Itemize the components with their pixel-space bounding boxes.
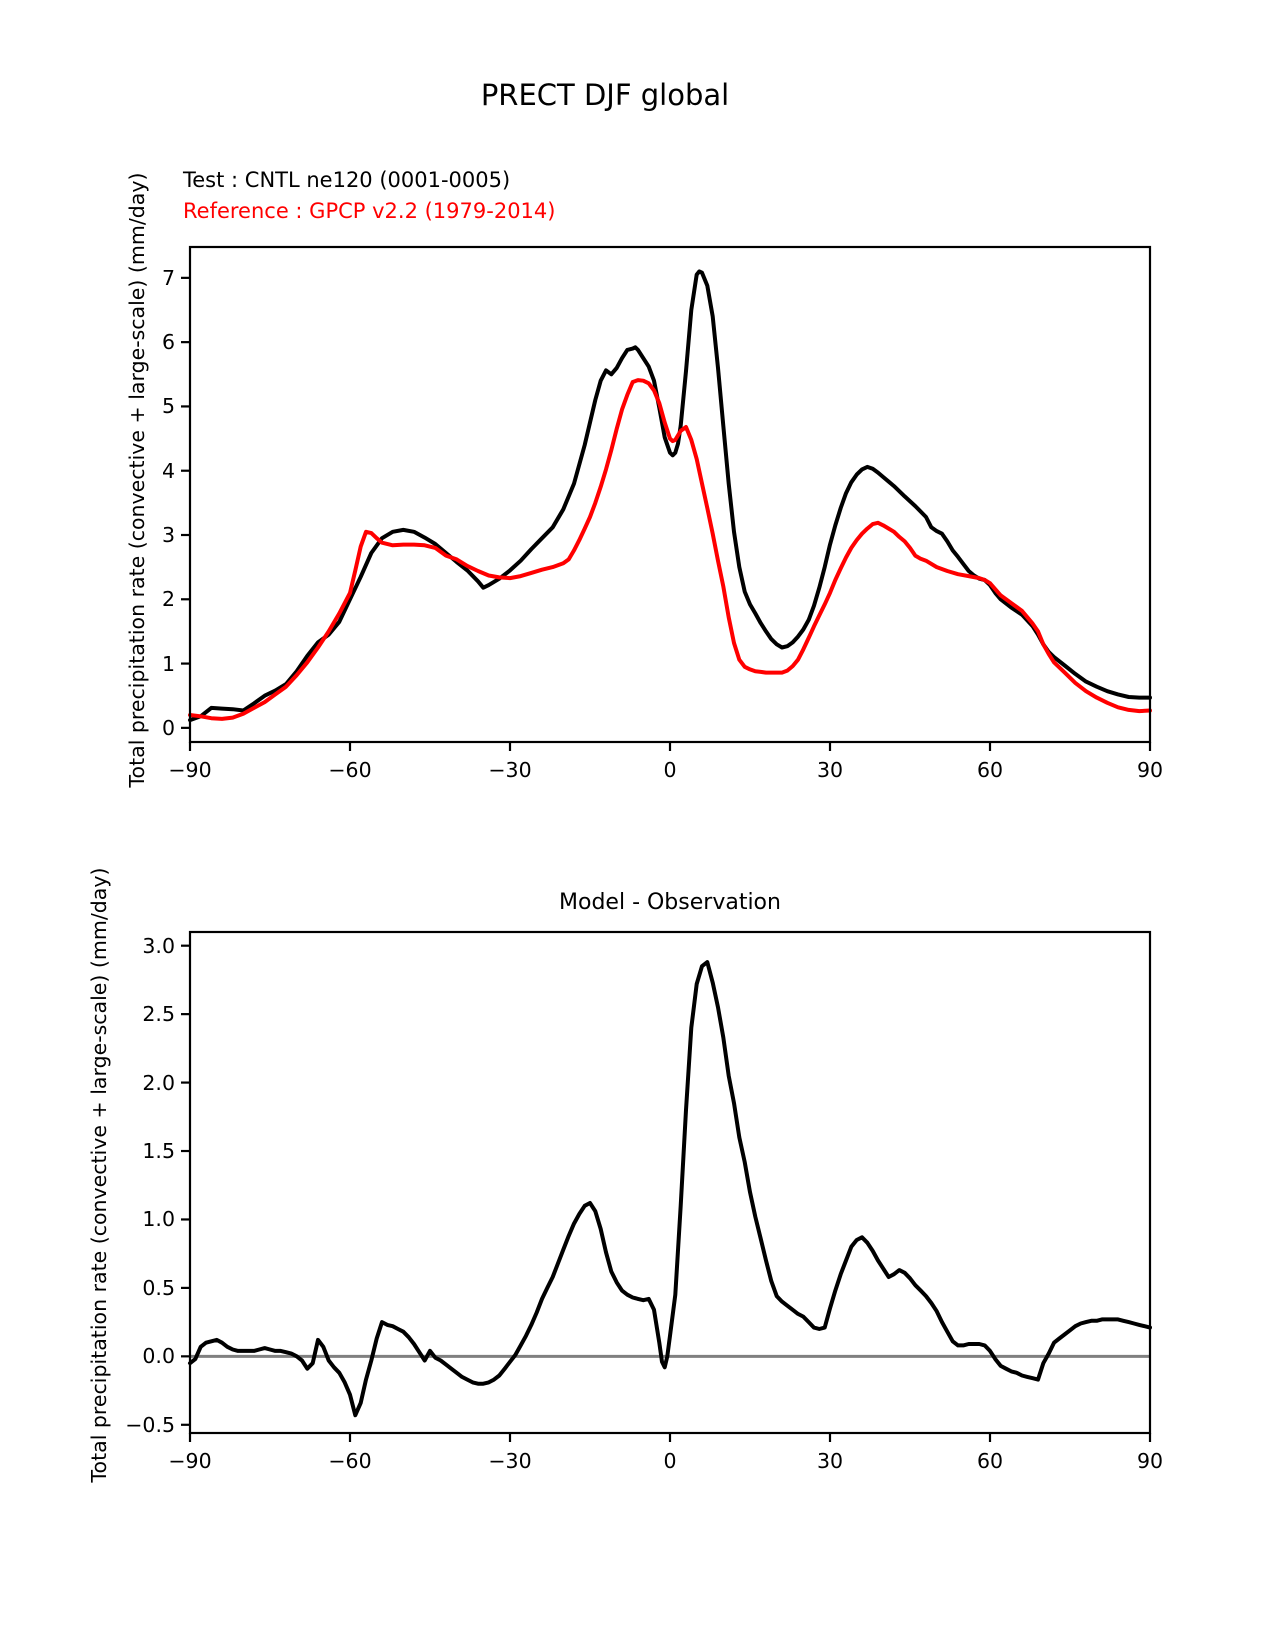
chart-1-x-tick-label: 30 <box>816 1449 844 1473</box>
chart-1-y-tick-label: 2.5 <box>142 1002 175 1027</box>
chart-0-x-tick-label: 30 <box>816 758 844 782</box>
chart-1-y-tick-label: 0.5 <box>142 1275 175 1300</box>
chart-1-y-tick-label: 1.0 <box>142 1207 175 1232</box>
chart-0-y-tick-label: 1 <box>161 651 175 676</box>
chart-1-y-tick-label: 0.0 <box>142 1344 175 1369</box>
chart-0-y-tick-label: 4 <box>161 458 175 483</box>
chart-1-x-tick-label: −60 <box>328 1449 372 1473</box>
chart-0-axes-box <box>190 247 1150 742</box>
bottom-chart-y-axis-label: Total precipitation rate (convective + large-scale) (mm/day) <box>87 867 111 1483</box>
chart-0-y-tick-label: 0 <box>161 715 175 740</box>
chart-0-x-tick-label: −60 <box>328 758 372 782</box>
chart-0-x-tick-label: −30 <box>488 758 532 782</box>
chart-1-x-tick-label: 90 <box>1136 1449 1164 1473</box>
chart-0-x-tick-label: 60 <box>976 758 1004 782</box>
chart-0-y-tick-label: 2 <box>161 587 175 612</box>
chart-0-y-tick-label: 5 <box>161 394 175 419</box>
chart-0-series-1-line <box>190 380 1150 719</box>
chart-1-y-tick-label: 3.0 <box>142 933 175 958</box>
chart-1-x-tick-label: 0 <box>663 1449 677 1473</box>
page-title: PRECT DJF global <box>480 78 730 112</box>
legend-reference-label: Reference : GPCP v2.2 (1979-2014) <box>183 199 556 223</box>
chart-1-series-0-line <box>190 962 1150 1415</box>
chart-1-y-tick-label: −0.5 <box>125 1412 175 1437</box>
chart-0-x-tick-label: 0 <box>663 758 677 782</box>
chart-1-axes-box <box>190 932 1150 1433</box>
chart-0-x-tick-label: 90 <box>1136 758 1164 782</box>
chart-1-y-tick-label: 2.0 <box>142 1070 175 1095</box>
chart-1-x-tick-label: −90 <box>168 1449 212 1473</box>
legend-test-label: Test : CNTL ne120 (0001-0005) <box>183 168 511 192</box>
top-chart-y-axis-label: Total precipitation rate (convective + large-scale) (mm/day) <box>125 172 149 788</box>
chart-1-y-tick-label: 1.5 <box>142 1139 175 1164</box>
chart-1-x-tick-label: 60 <box>976 1449 1004 1473</box>
chart-0-y-tick-label: 6 <box>161 330 175 355</box>
chart-0-y-tick-label: 7 <box>161 265 175 290</box>
chart-0-series-0-line <box>190 271 1150 720</box>
bottom-chart-title: Model - Observation <box>559 890 781 915</box>
chart-0-x-tick-label: −90 <box>168 758 212 782</box>
chart-1-x-tick-label: −30 <box>488 1449 532 1473</box>
chart-0-y-tick-label: 3 <box>161 523 175 547</box>
